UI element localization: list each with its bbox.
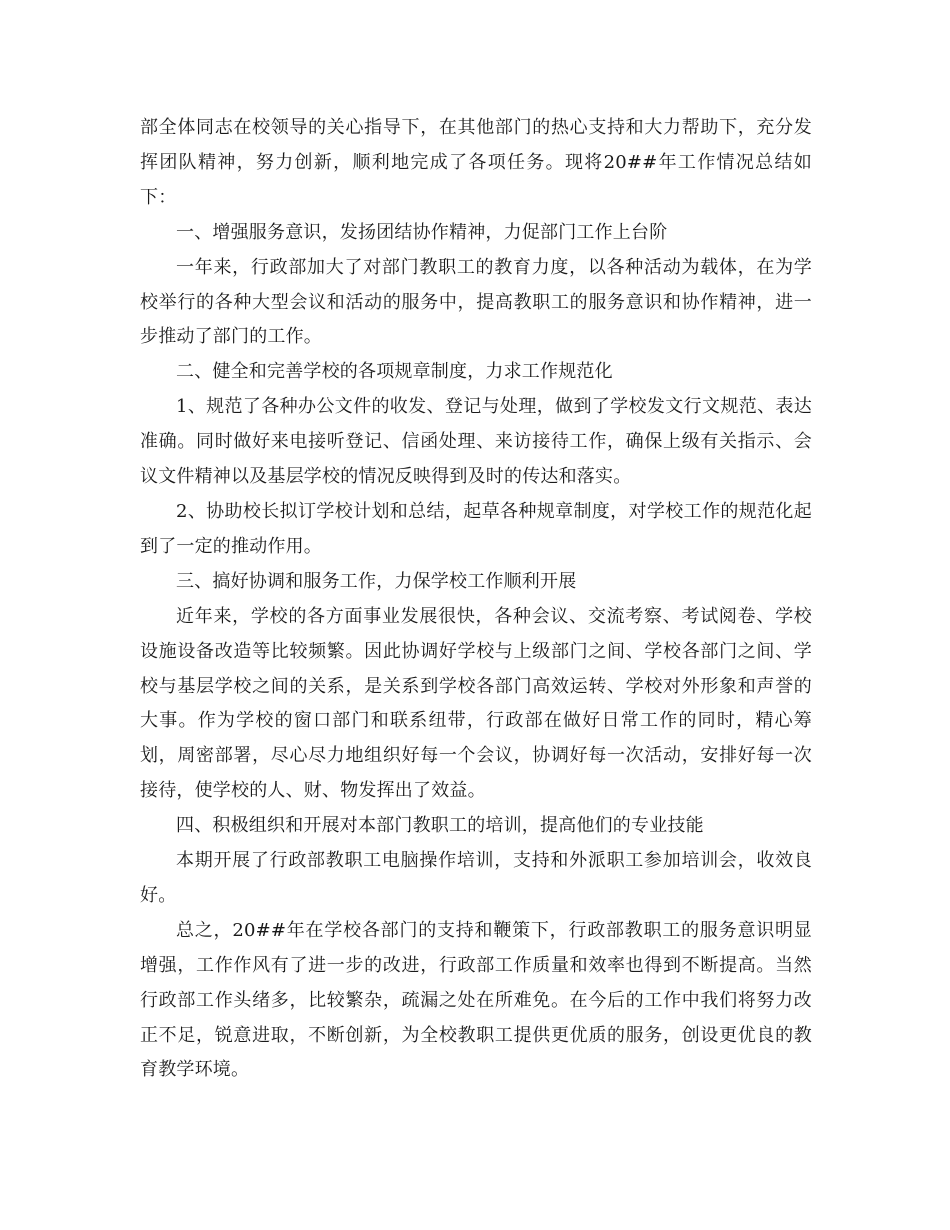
heading-section-4: 四、积极组织和开展对本部门教职工的培训，提高他们的专业技能	[176, 815, 704, 837]
paragraph-section-2-item-2: 2、协助校长拟订学校计划和总结，起草各种规章制度，对学校工作的规范化起到了一定的推动作用。	[140, 500, 812, 557]
heading-section-2: 二、健全和完善学校的各项规章制度，力求工作规范化	[176, 361, 613, 383]
heading-section-1: 一、增强服务意识，发扬团结协作精神，力促部门工作上台阶	[176, 221, 668, 243]
paragraph-section-1-body: 一年来，行政部加大了对部门教职工的教育力度，以各种活动为载体，在为学校举行的各种大型会议和活动的服务中，提高教职工的服务意识和协作精神，进一步推动了部门的工作。	[140, 256, 812, 348]
heading-section-3: 三、搞好协调和服务工作，力保学校工作顺利开展	[176, 570, 577, 592]
paragraph-conclusion: 总之，20##年在学校各部门的支持和鞭策下，行政部教职工的服务意识明显增强，工作作风有了进一步的改进，行政部工作质量和效率也得到不断提高。当然行政部工作头绪多，比较繁杂，疏漏之处在所难免。在今后的工作中我们将努力改正不足，锐意进取，不断创新，为全校教职工提供更优质的服务，创设更优良的教育教学环境。	[140, 919, 812, 1081]
document-body	[140, 111, 812, 1088]
paragraph-section-3-body: 近年来，学校的各方面事业发展很快，各种会议、交流考察、考试阅卷、学校设施设备改造等比较频繁。因此协调好学校与上级部门之间、学校各部门之间、学校与基层学校之间的关系，是关系到学校各部门高效运转、学校对外形象和声誉的大事。作为学校的窗口部门和联系纽带，行政部在做好日常工作的同时，精心筹划，周密部署，尽心尽力地组织好每一个会议，协调好每一次活动，安排好每一次接待，使学校的人、财、物发挥出了效益。	[140, 605, 812, 802]
paragraph-section-2-item-1: 1、规范了各种办公文件的收发、登记与处理，做到了学校发文行文规范、表达准确。同时做好来电接听登记、信函处理、来访接待工作，确保上级有关指示、会议文件精神以及基层学校的情况反映得到及时的传达和落实。	[140, 396, 812, 488]
paragraph-intro-continuation: 部全体同志在校领导的关心指导下，在其他部门的热心支持和大力帮助下，充分发挥团队精神，努力创新，顺利地完成了各项任务。现将20##年工作情况总结如下：	[140, 117, 812, 208]
paragraph-section-4-body: 本期开展了行政部教职工电脑操作培训，支持和外派职工参加培训会，收效良好。	[140, 850, 812, 906]
